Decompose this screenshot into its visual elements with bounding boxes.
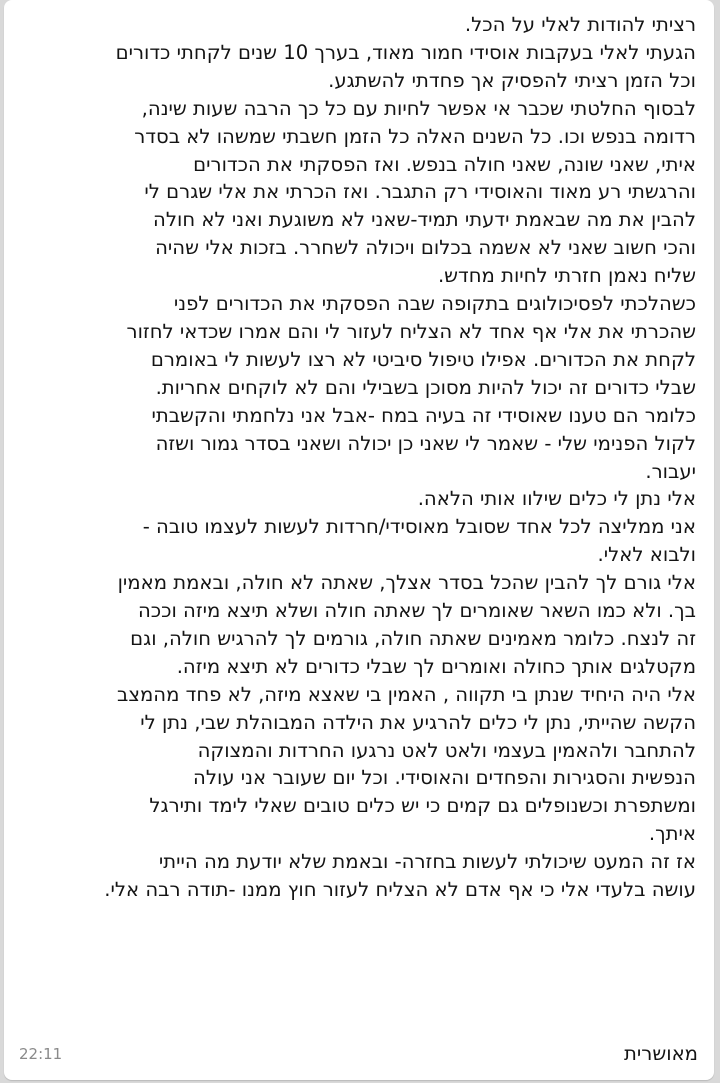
message-line: לקול הפנימי שלי - שאמר לי שאני כן יכולה ושאני בסדר גמור ושזה [155, 431, 696, 455]
message-timestamp: 22:11 [19, 1045, 63, 1063]
message-line: הנפשית והסגירות והפחדים והאוסידי. וכל יום שעובר אני עולה [193, 766, 696, 790]
message-line: זה לנצח. כלומר מאמינים שאתה חולה, גורמים לך להרגיש חולה, וגם [130, 626, 696, 650]
message-line: עושה בלעדי אלי כי אף אדם לא הצליח לעזור חוץ ממנו -תודה רבה אלי. [104, 878, 696, 902]
message-line: והכי חשוב שאני לא אשמה בכלום ויכולה לשחרר. בזכות אלי שהיה [155, 236, 696, 260]
message-line: בך. ולא כמו השאר שאומרים לך שאתה חולה ושלא תיצא מיזה וככה [137, 599, 696, 623]
message-line: כשהלכתי לפסיכולוגים בתקופה שבה הפסקתי את הכדורים לפני [173, 292, 696, 316]
message-line: הקשה שהייתי, נתן לי כלים להרגיע את הילדה המבוהלת שבי, נתן לי [140, 710, 696, 734]
message-line: אני ממליצה לכל אחד שסובל מאוסידי/חרדות לעשות לעצמו טובה - [142, 515, 696, 539]
message-line: להבין את מה שבאמת ידעתי תמיד-שאני לא משוגעת ואני לא חולה [153, 208, 696, 232]
message-line: אלי היה היחיד שנתן בי תקווה , האמין בי שאצא מיזה, לא פחד מהמצב [117, 682, 696, 706]
message-line: אלי נתן לי כלים שילוו אותי הלאה. [417, 487, 696, 511]
message-line: רציתי להודות לאלי על הכל. [464, 13, 696, 36]
message-line: כלומר הם טענו שאוסידי זה בעיה במח -אבל אני נלחמתי והקשבתי [151, 403, 696, 427]
message-line: לקחת את הכדורים. אפילו טיפול סיביטי לא רצו לעשות לי באומרם [150, 347, 696, 371]
message-line: ומשתפרת וכשנופלים גם קמים כי יש כלים טובים שאלי לימד ותירגל [149, 794, 696, 818]
message-line: שליח נאמן חזרתי לחיות מחדש. [437, 264, 696, 288]
message-signature: מאושרית [624, 1042, 698, 1065]
message-line: שהכרתי את אלי אף אחד לא הצליח לעזור לי והם אמרו שכדאי לחזור [126, 319, 696, 343]
message-line: אז זה המעט שיכולתי לעשות בחזרה- ובאמת שלא יודעת מה הייתי [158, 850, 696, 874]
message-line: מקטלגים אותך כחולה ואומרים לך שבלי כדורים לא תיצא מיזה. [176, 654, 696, 678]
message-line: ולבוא לאלי. [597, 543, 696, 567]
message-line: איתך. [648, 822, 696, 846]
message-body [6, 11, 696, 904]
message-bubble[interactable] [4, 0, 714, 1080]
message-line: וכל הזמן רציתי להפסיק אך פחדתי להשתגע. [328, 68, 696, 92]
message-line: הגעתי לאלי בעקבות אוסידי חמור מאוד, בערך 10 שנים לקחתי כדורים [115, 40, 696, 64]
message-line: להתחבר ולהאמין בעצמי ולאט לאט נרגעו החרדות והמצוקה [197, 738, 696, 762]
message-line: רדומה בנפש וכו. כל השנים האלה כל הזמן חשבתי שמשהו לא בסדר [134, 124, 696, 148]
message-line: לבסוף החלטתי שכבר אי אפשר לחיות עם כל כך הרבה שעות שינה, [141, 96, 696, 120]
message-line: יעבור. [645, 459, 696, 483]
message-line: שבלי כדורים זה יכול להיות מסוכן בשבילי והם לא לוקחים אחריות. [155, 375, 696, 399]
message-line: איתי, שאני שונה, שאני חולה בנפש. ואז הפסקתי את הכדורים [193, 152, 696, 176]
message-line: אלי גורם לך להבין שהכל בסדר אצלך, שאתה לא חולה, ובאמת מאמין [117, 571, 696, 595]
message-line: והרגשתי רע מאוד והאוסידי רק התגבר. ואז הכרתי את אלי שגרם לי [144, 180, 696, 204]
